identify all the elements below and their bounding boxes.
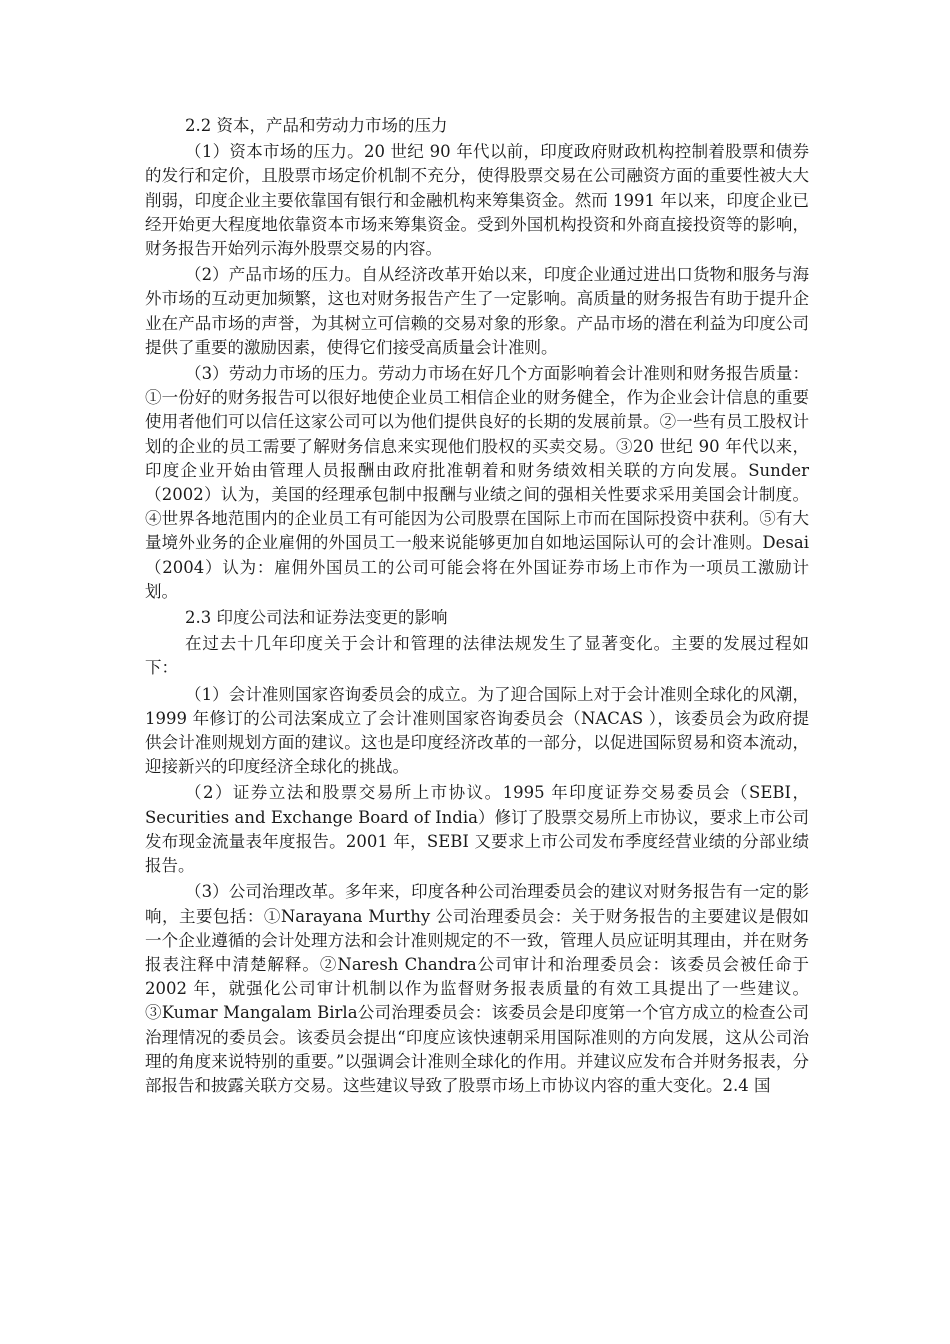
paragraph-labor-market: （3）劳动力市场的压力。劳动力市场在好几个方面影响着会计准则和财务报告质量：①一份好的财务报告可以很好地使企业员工相信企业的财务健全，作为企业会计信息的重要使用者他们可以信任这家公司可以为他们提供良好的长期的发展前景。②一些有员工股权计划的企业的员工需要了解财务信息来实现他们股权的买卖交易。③20 世纪 90 年代以来，印度企业开始由管理人员报酬由政府批准朝着和财务绩效相关联的方向发展。Sunder（2002）认为，美国的经理承包制中报酬与业绩之间的强相关性要求采用美国会计制度。④世界各地范围内的企业员工有可能因为公司股票在国际上市而在国际投资中获利。⑤有大量境外业务的企业雇佣的外国员工一般来说能够更加自如地运国际认可的会计准则。Desai（2004）认为：雇佣外国员工的公司可能会将在外国证券市场上市作为一项员工激励计划。 (145, 364, 809, 601)
paragraph-intro: 在过去十几年印度关于会计和管理的法律法规发生了显著变化。主要的发展过程如下： (145, 634, 809, 678)
paragraph-nacas: （1）会计准则国家咨询委员会的成立。为了迎合国际上对于会计准则全球化的风潮，1999 年修订的公司法案成立了会计准则国家咨询委员会（NACAS ），该委员会为政府提供会计准则规划方面的建议。这也是印度经济改革的一部分，以促进国际贸易和资本流动，迎接新兴的印度经济全球化的挑战。 (145, 684, 809, 777)
document-body (145, 114, 809, 1100)
paragraph-product-market: （2）产品市场的压力。自从经济改革开始以来，印度企业通过进出口货物和服务与海外市场的互动更加频繁，这也对财务报告产生了一定影响。高质量的财务报告有助于提升企业在产品市场的声誉，为其树立可信赖的交易对象的形象。产品市场的潜在利益为印度公司提供了重要的激励因素，使得它们接受高质量会计准则。 (145, 265, 809, 357)
paragraph-capital-market: （1）资本市场的压力。20 世纪 90 年代以前，印度政府财政机构控制着股票和债券的发行和定价，且股票市场定价机制不充分，使得股票交易在公司融资方面的重要性被大大削弱，印度企业主要依靠国有银行和金融机构来筹集资金。然而 1991 年以来，印度企业已经开始更大程度地依靠资本市场来筹集资金。受到外国机构投资和外商直接投资等的影响，财务报告开始列示海外股票交易的内容。 (145, 142, 809, 259)
paragraph-sebi: （2）证券立法和股票交易所上市协议。1995 年印度证券交易委员会（SEBI，Securities and Exchange Board of India）修订了股票交易所上市协议，要求上市公司发布现金流量表年度报告。2001 年，SEBI 又要求上市公司发布季度经营业绩的分部业绩报告。 (145, 783, 809, 876)
paragraph-governance: （3）公司治理改革。多年来，印度各种公司治理委员会的建议对财务报告有一定的影响，主要包括：①Narayana Murthy 公司治理委员会：关于财务报告的主要建议是假如一个企业遵循的会计处理方法和会计准则规定的不一致，管理人员应证明其理由，并在财务报表注释中清楚解释。②Naresh Chandra公司审计和治理委员会：该委员会被任命于 2002 年，就强化公司审计机制以作为监督财务报表质量的有效工具提出了一些建议。③Kumar Mangalam Birla公司治理委员会：该委员会是印度第一个官方成立的检查公司治理情况的委员会。该委员会提出“印度应该快速朝采用国际准则的方向发展，这从公司治理的角度来说特别的重要。”以强调会计准则全球化的作用。并建议应发布合并财务报表，分部报告和披露关联方交易。这些建议导致了股票市场上市协议内容的重大变化。2.4 国 (145, 882, 809, 1095)
section-heading-2-2: 2.2 资本，产品和劳动力市场的压力 (185, 116, 448, 135)
section-heading-2-3: 2.3 印度公司法和证券法变更的影响 (185, 608, 448, 628)
